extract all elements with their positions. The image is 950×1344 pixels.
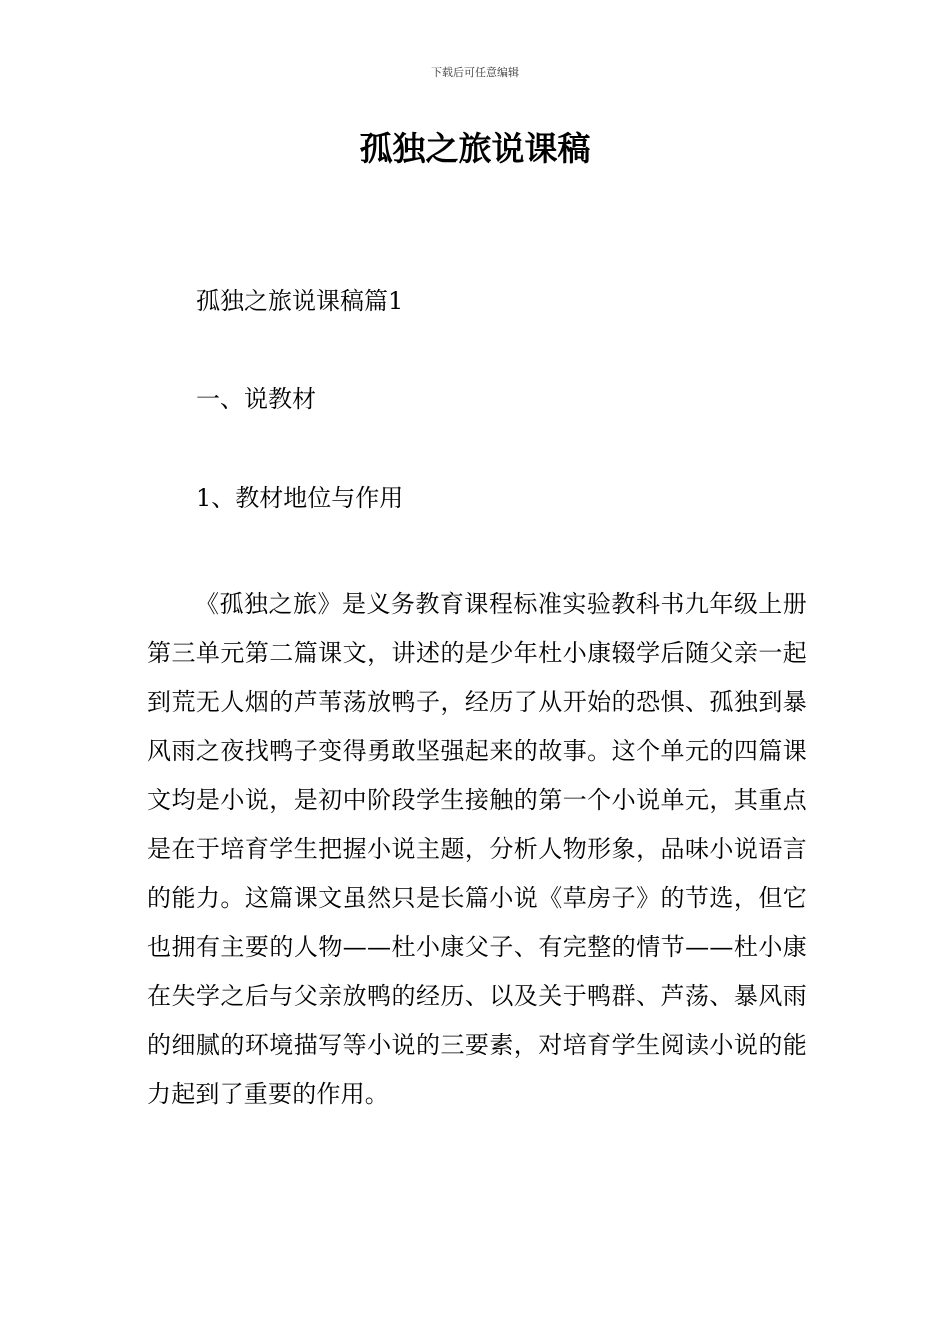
header-note: 下载后可任意编辑 <box>431 66 519 79</box>
section-heading: 孤独之旅说课稿篇1 <box>196 287 404 315</box>
part-heading: 一、说教材 <box>196 385 316 413</box>
document-title: 孤独之旅说课稿 <box>359 129 591 168</box>
body-paragraph: 《孤独之旅》是义务教育课程标准实验教科书九年级上册第三单元第二篇课文，讲述的是少年杜小康辍学后随父亲一起到荒无人烟的芦苇荡放鸭子，经历了从开始的恐惧、孤独到暴风雨之夜找鸭子变得勇敢坚强起来的故事。这个单元的四篇课文均是小说，是初中阶段学生接触的第一个小说单元，其重点是在于培育学生把握小说主题，分析人物形象，品味小说语言的能力。这篇课文虽然只是长篇小说《草房子》的节选，但它也拥有主要的人物——杜小康父子、有完整的情节——杜小康在失学之后与父亲放鸭的经历、以及关于鸭群、芦荡、暴风雨的细腻的环境描写等小说的三要素，对培育学生阅读小说的能力起到了重要的作用。 <box>147 590 807 1108</box>
subsection-heading: 1、教材地位与作用 <box>196 484 404 512</box>
